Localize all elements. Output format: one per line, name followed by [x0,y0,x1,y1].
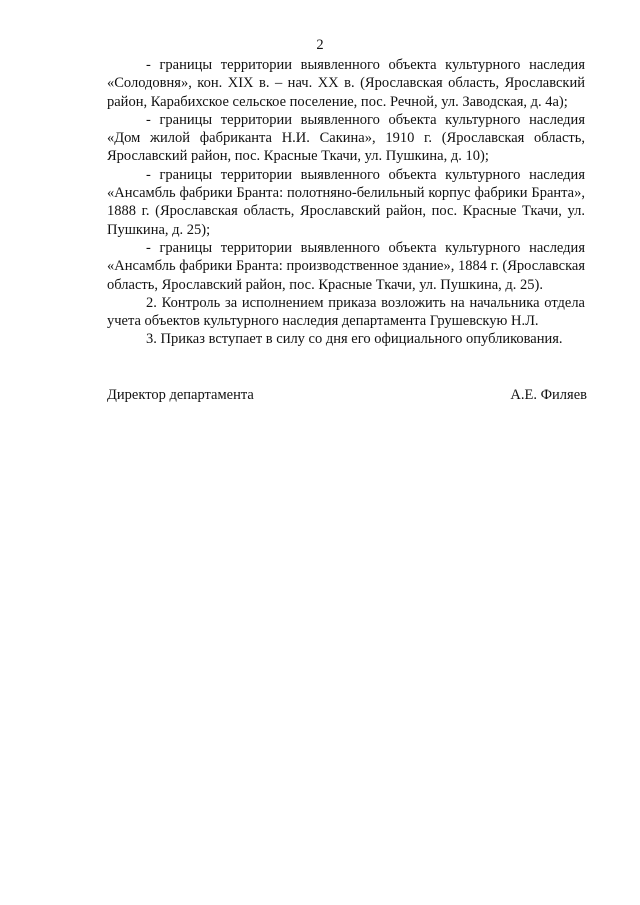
paragraph-effective-clause: 3. Приказ вступает в силу со дня его официального опубликования. [146,331,563,348]
page-number: 2 [316,37,324,53]
document-body [107,56,585,349]
signatory-name: А.Е. Филяев [510,387,587,403]
paragraph-control-clause: 2. Контроль за исполнением приказа возложить на начальника отдела учета объектов культурного наследия департамента Грушевскую Н.Л. [107,294,585,330]
paragraph-boundary-brant-bleaching: - границы территории выявленного объекта культурного наследия «Ансамбль фабрики Бранта: полотняно-белильный корпус фабрики Бранта», 1888 г. (Ярославская область, Ярославский район, пос. Красные Ткачи, ул. Пушкина, д. 25); [107,166,585,238]
signatory-position: Директор департамента [107,387,254,403]
signature-block [107,386,587,404]
paragraph-boundary-sakin-house: - границы территории выявленного объекта культурного наследия «Дом жилой фабриканта Н.И. Сакина», 1910 г. (Ярославская область, Ярославский район, пос. Красные Ткачи, ул. Пушкина, д. 10); [107,111,585,165]
paragraph-boundary-brant-production: - границы территории выявленного объекта культурного наследия «Ансамбль фабрики Бранта: производственное здание», 1884 г. (Ярославская область, Ярославский район, пос. Красные Ткачи, ул. Пушкина, д. 25). [107,239,585,293]
paragraph-boundary-solodovnya: - границы территории выявленного объекта культурного наследия «Солодовня», кон. XIX в. – нач. XX в. (Ярославская область, Ярославский район, Карабихское сельское поселение, пос. Речной, ул. Заводская, д. 4а); [107,57,585,110]
